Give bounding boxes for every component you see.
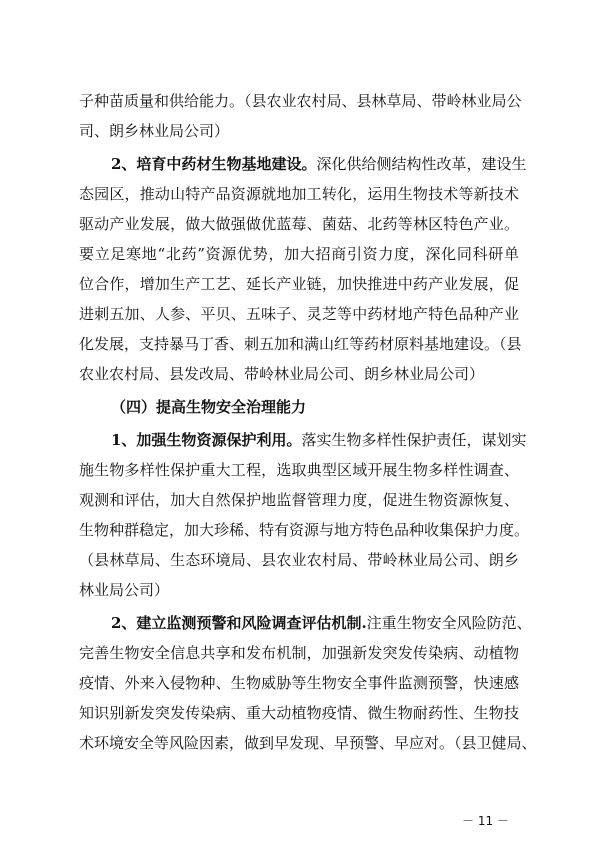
paragraph-line [111, 154, 527, 174]
section-heading: （四）提高生物安全治理能力 [111, 398, 307, 416]
subheading-resource-protection: 1、加强生物资源保护利用。 [111, 431, 302, 449]
body-line: 疫情、外来入侵物种、生物威胁等生物安全事件监测预警，快速感 [79, 674, 519, 692]
body-line: 观测和评估，加大自然保护地监督管理力度，促进生物资源恢复、 [79, 491, 519, 509]
body-text: 注重生物安全风险防范、 [366, 614, 532, 632]
body-line: 术环境安全等风险因素，做到早发现、早预警、早应对。（县卫健局、 [79, 734, 537, 752]
body-line: 农业农村局、县发改局、带岭林业局公司、朗乡林业局公司） [79, 365, 485, 383]
body-line: 要立足寒地“北药”资源优势，加大招商引资力度，深化同科研单 [79, 245, 519, 263]
paragraph-line [111, 430, 527, 450]
body-text: 深化供给侧结构性改革，建设生 [316, 155, 527, 173]
body-line: 子种苗质量和供给能力。（县农业农村局、县林草局、带岭林业局公 [79, 92, 522, 110]
body-line: 位合作，增加生产工艺、延长产业链，加快推进中药产业发展，促 [79, 275, 519, 293]
body-line: 完善生物安全信息共享和发布机制，加强新发突发传染病、动植物 [79, 644, 519, 662]
body-line: 态园区，推动山特产品资源就地加工转化，运用生物技术等新技术 [79, 185, 519, 203]
body-line: 知识别新发突发传染病、重大动植物疫情、微生物耐药性、生物技 [79, 704, 519, 722]
body-line: 进刺五加、人参、平贝、五味子、灵芝等中药材地产特色品种产业 [79, 305, 519, 323]
paragraph-line [111, 613, 532, 633]
body-line: 驱动产业发展，做大做强做优蓝莓、菌菇、北药等林区特色产业。 [79, 215, 519, 233]
body-line: 林业局公司） [79, 581, 170, 599]
body-line: 司、朗乡林业局公司） [79, 122, 230, 140]
body-line: 生物种群稳定，加大珍稀、特有资源与地方特色品种收集保护力度。 [79, 521, 530, 539]
body-line: 化发展，支持暴马丁香、刺五加和满山红等药材原料基地建设。（县 [79, 335, 522, 353]
subheading-medicine-base: 2、培育中药材生物基地建设。 [111, 155, 317, 173]
subheading-monitoring: 2、建立监测预警和风险调查评估机制. [111, 614, 367, 632]
body-line: 施生物多样性保护重大工程，选取典型区域开展生物多样性调查、 [79, 461, 519, 479]
body-line: （县林草局、生态环境局、县农业农村局、带岭林业局公司、朗乡 [79, 551, 519, 569]
body-text: 落实生物多样性保护责任，谋划实 [301, 431, 527, 449]
page-number: － 11 － [462, 814, 509, 828]
